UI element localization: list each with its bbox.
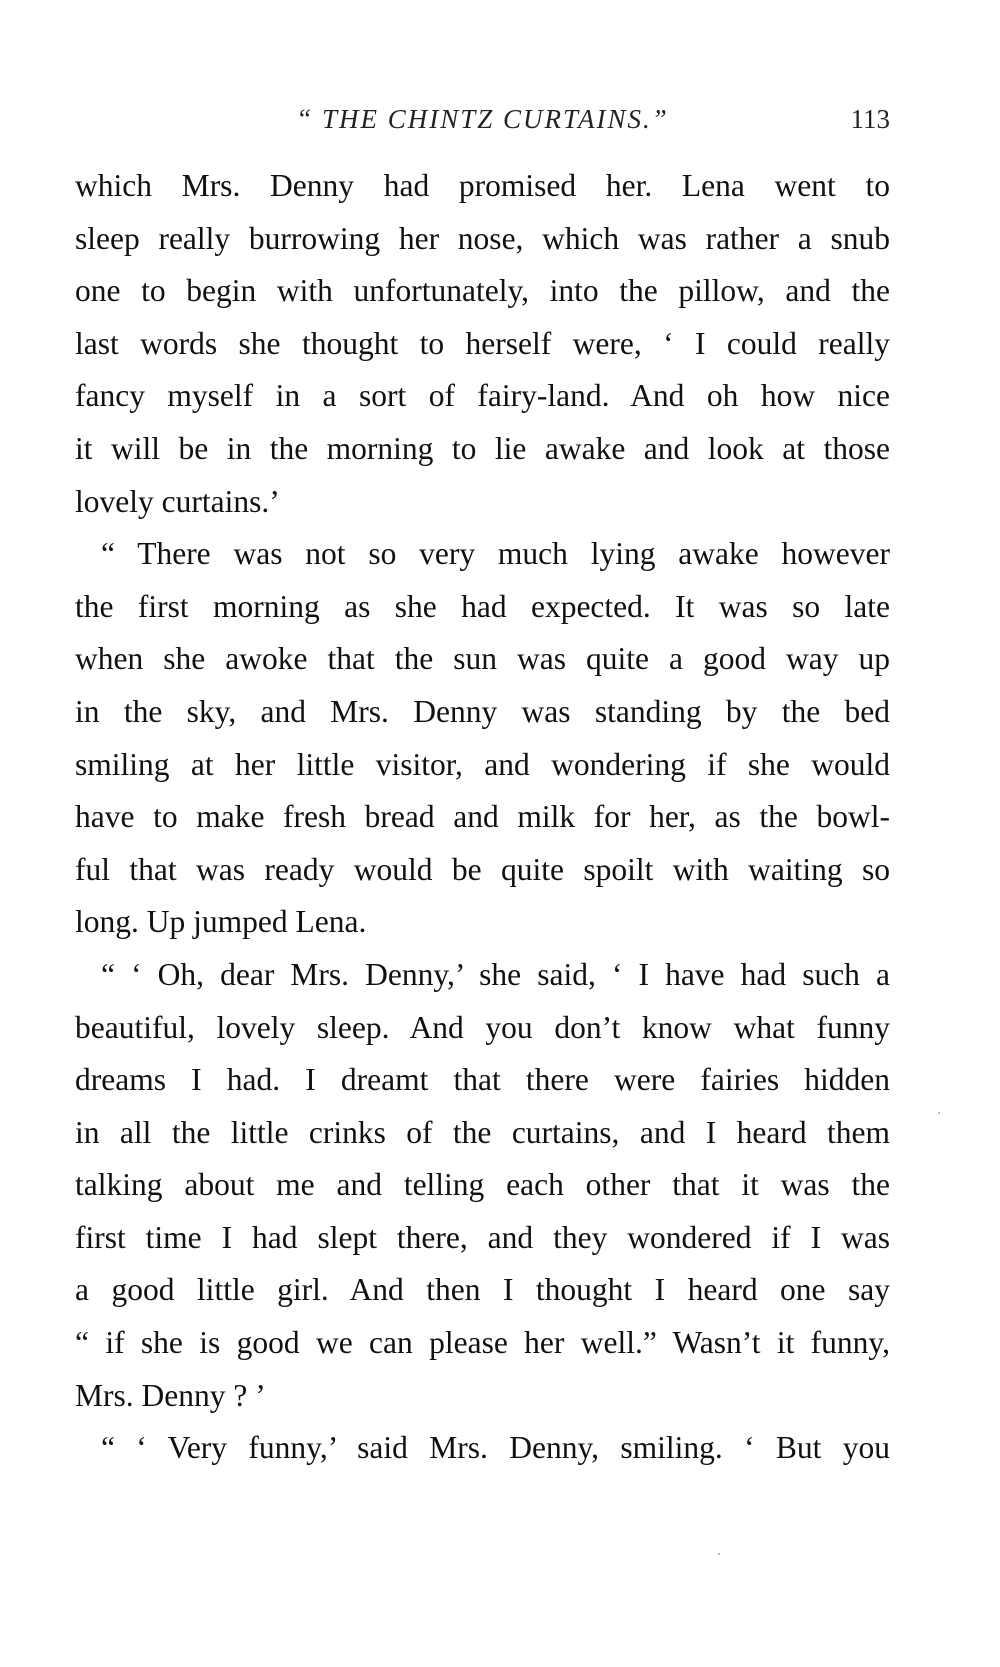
text-line: smiling at her little visitor, and wondering if she would <box>75 746 890 782</box>
text-line: Mrs. Denny ? ’ <box>75 1377 266 1413</box>
text-line: “ ‘ Oh, dear Mrs. Denny,’ she said, ‘ I have had such a <box>101 956 890 992</box>
text-line: “ if she is good we can please her well.” Wasn’t it funny, <box>75 1325 890 1361</box>
text-line: “ ‘ Very funny,’ said Mrs. Denny, smiling. ‘ But you <box>101 1430 890 1466</box>
scan-speck <box>938 1112 940 1114</box>
text-line: “ There was not so very much lying awake however <box>101 536 890 572</box>
page-number: 113 <box>850 104 890 134</box>
text-line: it will be in the morning to lie awake and look at those <box>75 430 890 466</box>
text-line: which Mrs. Denny had promised her. Lena went to <box>75 168 890 203</box>
text-line: in all the little crinks of the curtains, and I heard them <box>75 1114 890 1150</box>
text-line: the first morning as she had expected. It was so late <box>75 588 890 624</box>
text-line: one to begin with unfortunately, into the pillow, and the <box>75 273 890 309</box>
text-line: beautiful, lovely sleep. And you don’t know what funny <box>75 1009 890 1045</box>
text-line: lovely curtains.’ <box>75 483 280 519</box>
text-line: dreams I had. I dreamt that there were fairies hidden <box>75 1062 890 1098</box>
text-line: have to make fresh bread and milk for her, as the bowl- <box>75 799 890 835</box>
text-line: last words she thought to herself were, ‘ I could really <box>75 325 890 361</box>
text-line: a good little girl. And then I thought I heard one say <box>75 1272 890 1308</box>
text-line: first time I had slept there, and they wondered if I was <box>75 1219 890 1255</box>
running-title: “ THE CHINTZ CURTAINS.” <box>296 104 669 134</box>
text-line: sleep really burrowing her nose, which was rather a snub <box>75 220 890 256</box>
text-line: talking about me and telling each other that it was the <box>75 1167 890 1203</box>
text-line: when she awoke that the sun was quite a good way up <box>75 641 890 677</box>
body-text <box>75 160 890 1475</box>
text-line: fancy myself in a sort of fairy-land. And oh how nice <box>75 378 890 414</box>
scan-speck <box>718 1553 720 1555</box>
text-line: long. Up jumped Lena. <box>75 904 367 940</box>
page-header <box>75 104 890 144</box>
text-line: ful that was ready would be quite spoilt with waiting so <box>75 851 890 887</box>
text-line: in the sky, and Mrs. Denny was standing by the bed <box>75 693 890 729</box>
